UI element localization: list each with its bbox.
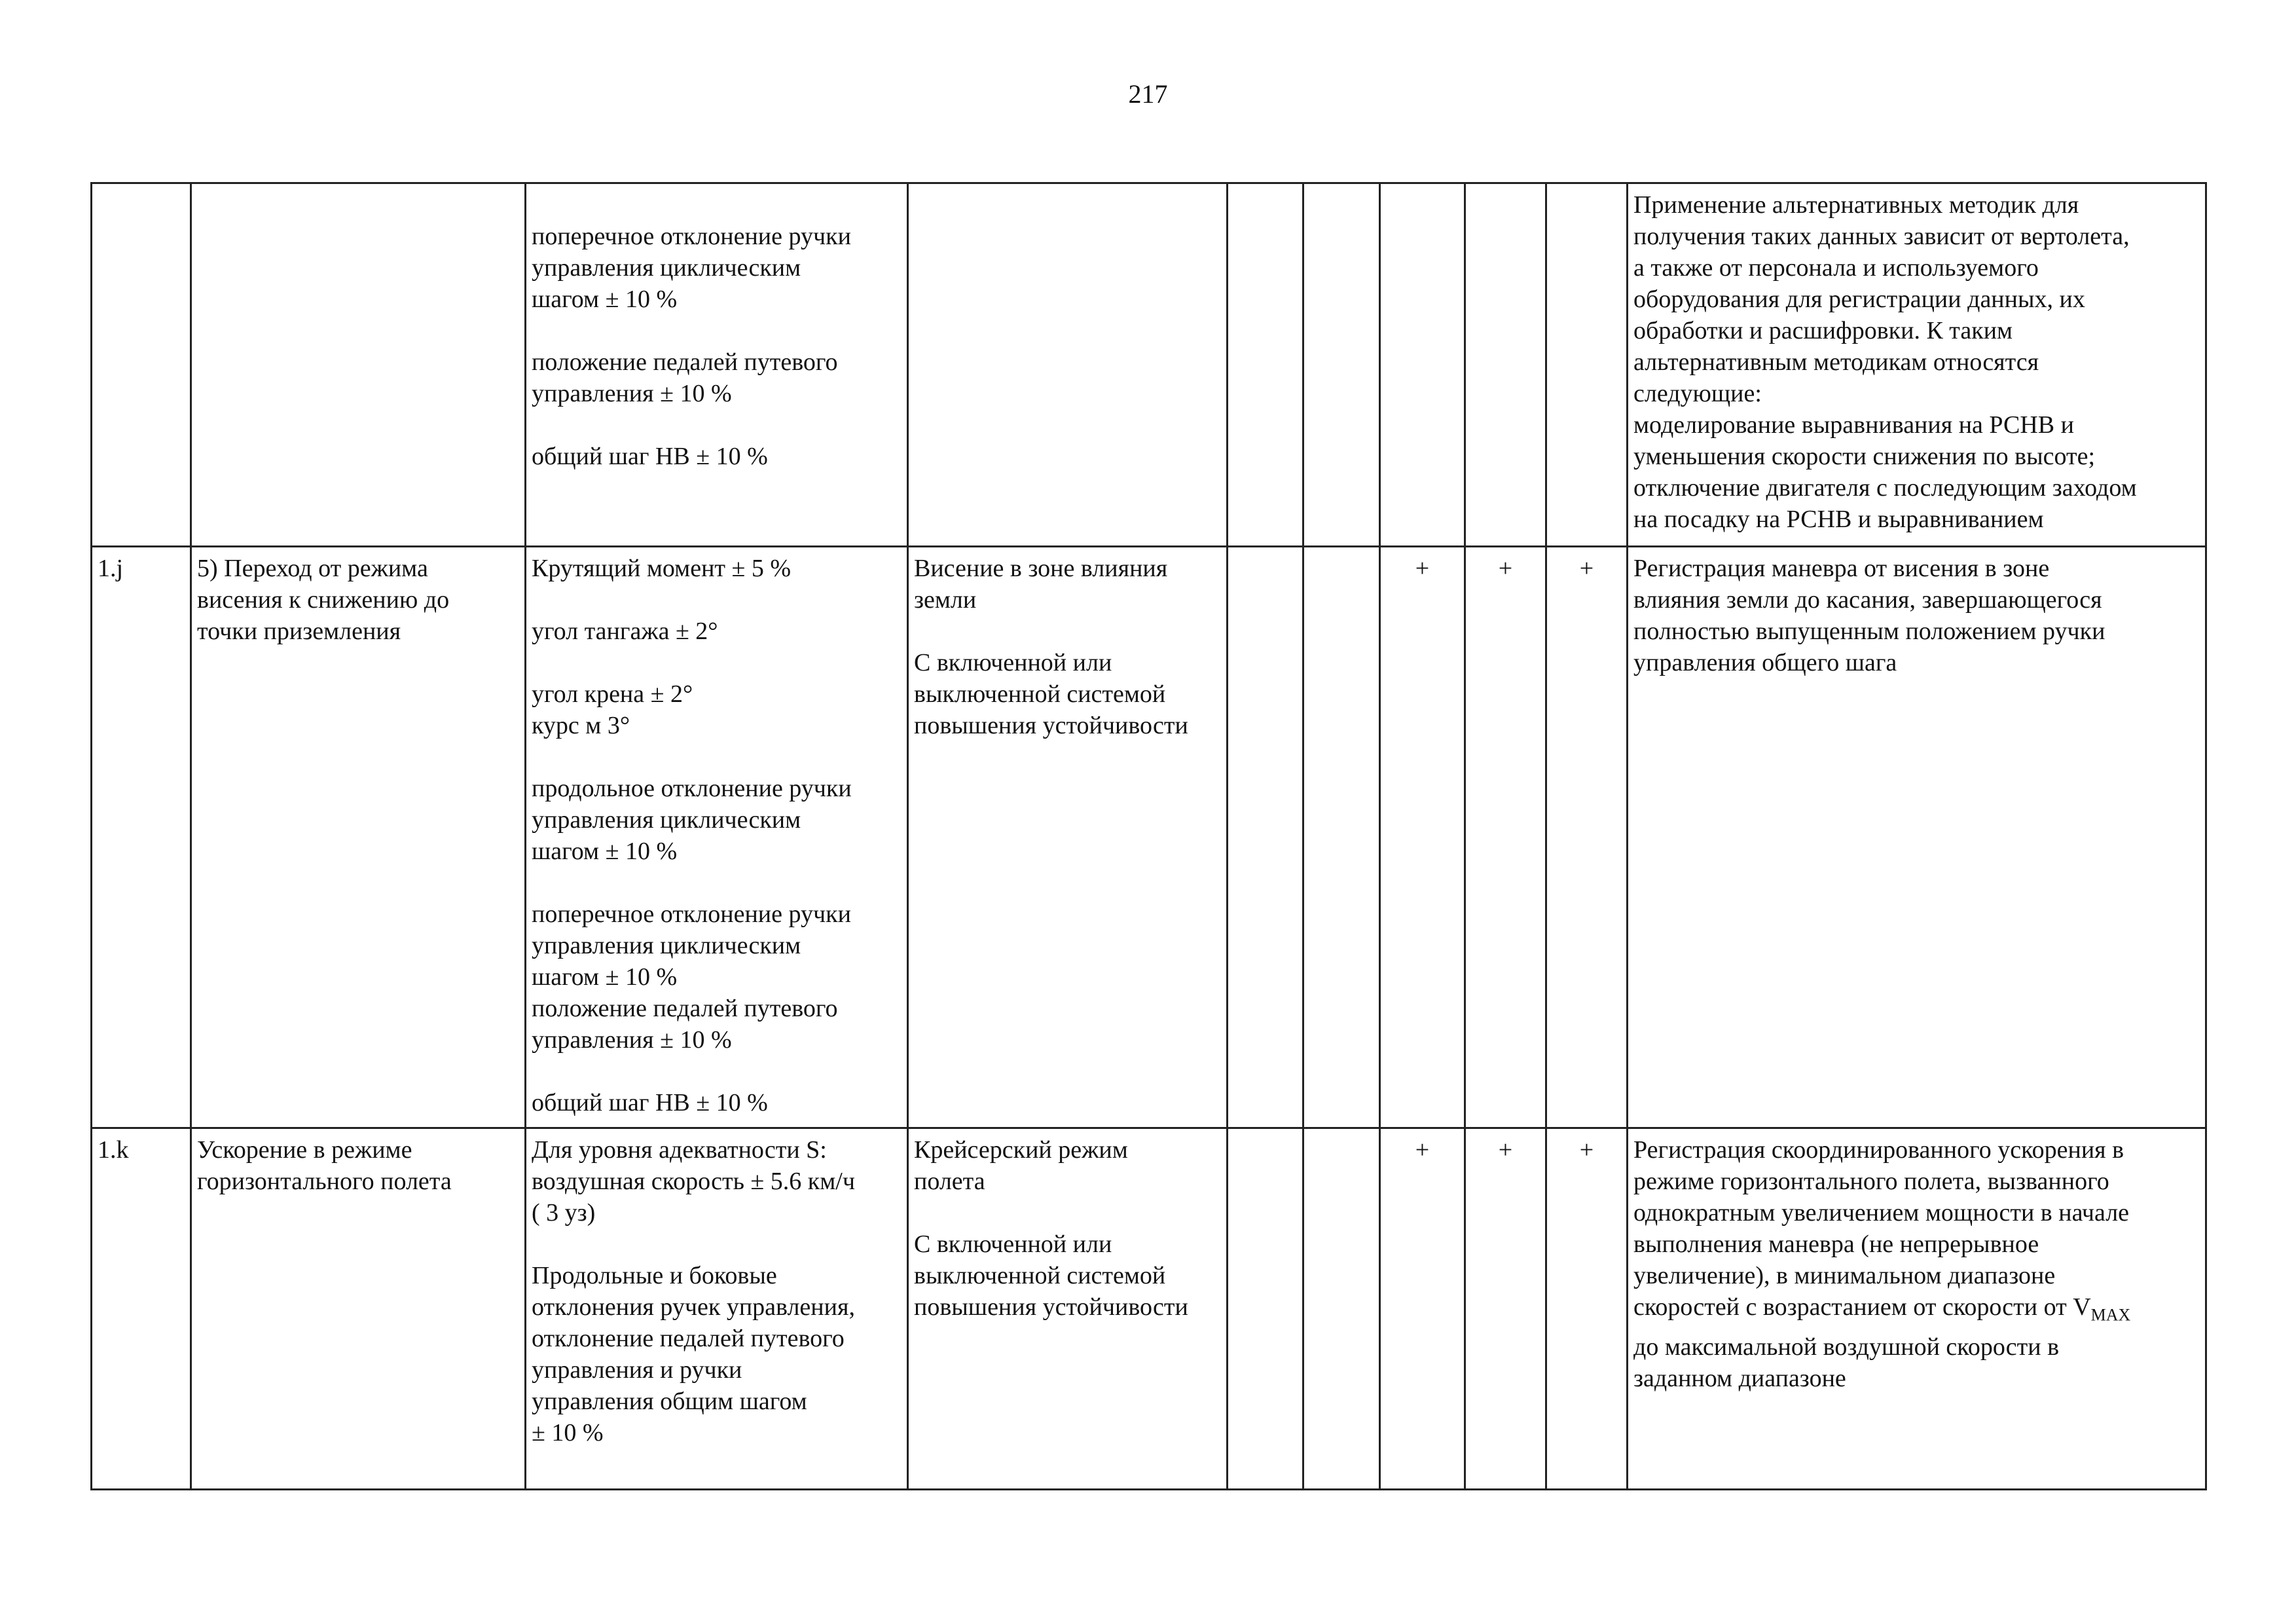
- remark-line: а также от персонала и используемого: [1633, 254, 2039, 282]
- remark-line: режиме горизонтального полета, вызванного: [1633, 1168, 2109, 1195]
- cell-mark: +: [1465, 547, 1546, 1128]
- cell-mark: +: [1546, 1128, 1628, 1490]
- tolerance-line: общий шаг НВ ± 10 %: [532, 443, 768, 470]
- remark-line: полностью выпущенным положением ручки: [1633, 618, 2105, 645]
- condition-line: С включенной или: [914, 649, 1112, 676]
- remark-line: выполнения маневра (не непрерывное: [1633, 1230, 2039, 1258]
- remark-line: Применение альтернативных методик для: [1633, 191, 2079, 219]
- condition-line: Висение в зоне влияния: [914, 555, 1168, 582]
- tolerance-line: Для уровня адекватности S:: [532, 1136, 827, 1164]
- cell-conditions: [908, 1128, 1228, 1490]
- tolerance-line: Продольные и боковые: [532, 1262, 777, 1289]
- tolerance-line: управления ± 10 %: [532, 1026, 732, 1054]
- remark-line: на посадку на РСНВ и выравниванием: [1633, 506, 2044, 533]
- remark-line: влияния земли до касания, завершающегося: [1633, 586, 2102, 614]
- cell-mark: [1228, 183, 1303, 547]
- cell-test: [191, 1128, 526, 1490]
- cell-mark: +: [1546, 547, 1628, 1128]
- tolerance-line: общий шаг НВ ± 10 %: [532, 1089, 768, 1116]
- tolerance-line: поперечное отклонение ручки: [532, 900, 851, 928]
- table-row: [92, 1128, 2206, 1490]
- remark-line: [1633, 1291, 2200, 1331]
- cell-test: [191, 547, 526, 1128]
- remark-line: обработки и расшифровки. К таким: [1633, 317, 2013, 344]
- tolerance-line: управления циклическим: [532, 806, 801, 834]
- condition-line: повышения устойчивости: [914, 712, 1188, 739]
- tolerance-line: ( 3 уз): [532, 1199, 596, 1227]
- requirements-table: [90, 182, 2207, 1490]
- test-line: 5) Переход от режима: [197, 555, 428, 582]
- cell-remarks: [1628, 183, 2206, 547]
- tolerance-line: положение педалей путевого: [532, 995, 838, 1022]
- test-line: Ускорение в режиме: [197, 1136, 412, 1164]
- remark-line: альтернативным методикам относятся: [1633, 348, 2039, 376]
- cell-conditions: [908, 547, 1228, 1128]
- remark-line: управления общего шага: [1633, 649, 1897, 676]
- cell-remarks: [1628, 1128, 2206, 1490]
- cell-remarks: [1628, 547, 2206, 1128]
- remark-line: моделирование выравнивания на РСНВ и: [1633, 411, 2074, 439]
- tolerance-line: поперечное отклонение ручки: [532, 223, 851, 250]
- tolerance-line: угол тангажа ± 2°: [532, 618, 718, 645]
- tolerance-line: ± 10 %: [532, 1419, 604, 1447]
- test-line: горизонтального полета: [197, 1168, 452, 1195]
- cell-number: 1.k: [92, 1128, 191, 1490]
- table-row: [92, 183, 2206, 547]
- tolerance-line: угол крена ± 2°: [532, 680, 693, 708]
- cell-tolerances: [526, 547, 908, 1128]
- cell-tolerances: [526, 1128, 908, 1490]
- cell-mark: [1303, 1128, 1380, 1490]
- remark-text: скоростей с возрастанием от скорости от V: [1633, 1293, 2091, 1321]
- condition-line: повышения устойчивости: [914, 1293, 1188, 1321]
- condition-line: С включенной или: [914, 1230, 1112, 1258]
- remark-line: уменьшения скорости снижения по высоте;: [1633, 443, 2096, 470]
- tolerance-line: курс м 3°: [532, 712, 630, 739]
- test-line: точки приземления: [197, 618, 401, 645]
- cell-mark: [1465, 183, 1546, 547]
- remark-line: увеличение), в минимальном диапазоне: [1633, 1262, 2056, 1289]
- cell-mark: [1303, 547, 1380, 1128]
- tolerance-line: управления и ручки: [532, 1356, 742, 1384]
- condition-line: полета: [914, 1168, 985, 1195]
- cell-test: [191, 183, 526, 547]
- cell-mark: [1228, 1128, 1303, 1490]
- tolerance-line: шагом ± 10 %: [532, 838, 678, 865]
- condition-line: Крейсерский режим: [914, 1136, 1128, 1164]
- remark-line: получения таких данных зависит от вертолета,: [1633, 223, 2130, 250]
- remark-line: следующие:: [1633, 380, 1762, 407]
- test-line: висения к снижению до: [197, 586, 450, 614]
- cell-conditions: [908, 183, 1228, 547]
- remark-line: Регистрация маневра от висения в зоне: [1633, 555, 2050, 582]
- tolerance-line: управления ± 10 %: [532, 380, 732, 407]
- remark-line: оборудования для регистрации данных, их: [1633, 286, 2085, 313]
- tolerance-line: отклонения ручек управления,: [532, 1293, 855, 1321]
- tolerance-line: Крутящий момент ± 5 %: [532, 555, 792, 582]
- cell-mark: [1303, 183, 1380, 547]
- cell-mark: +: [1465, 1128, 1546, 1490]
- remark-line: Регистрация скоординированного ускорения в: [1633, 1136, 2124, 1164]
- cell-mark: [1546, 183, 1628, 547]
- cell-number: [92, 183, 191, 547]
- cell-number: 1.j: [92, 547, 191, 1128]
- cell-mark: +: [1380, 547, 1465, 1128]
- tolerance-line: управления общим шагом: [532, 1388, 807, 1415]
- cell-tolerances: [526, 183, 908, 547]
- tolerance-line: продольное отклонение ручки: [532, 775, 852, 802]
- condition-line: выключенной системой: [914, 680, 1166, 708]
- remark-line: до максимальной воздушной скорости в: [1633, 1333, 2060, 1361]
- tolerance-line: отклонение педалей путевого: [532, 1325, 845, 1352]
- tolerance-line: положение педалей путевого: [532, 348, 838, 376]
- cell-mark: [1380, 183, 1465, 547]
- tolerance-line: шагом ± 10 %: [532, 963, 678, 991]
- tolerance-line: воздушная скорость ± 5.6 км/ч: [532, 1168, 855, 1195]
- cell-mark: [1228, 547, 1303, 1128]
- table-row: [92, 547, 2206, 1128]
- cell-mark: +: [1380, 1128, 1465, 1490]
- remark-line: однократным увеличением мощности в начале: [1633, 1199, 2130, 1227]
- remark-line: заданном диапазоне: [1633, 1364, 1846, 1392]
- page-number: 217: [1128, 79, 1168, 109]
- remark-line: отключение двигателя с последующим заходом: [1633, 474, 2137, 502]
- condition-line: выключенной системой: [914, 1262, 1166, 1289]
- condition-line: земли: [914, 586, 977, 614]
- tolerance-line: управления циклическим: [532, 932, 801, 959]
- tolerance-line: шагом ± 10 %: [532, 286, 678, 313]
- tolerance-line: управления циклическим: [532, 254, 801, 282]
- vmax-subscript: MAX: [2090, 1305, 2131, 1325]
